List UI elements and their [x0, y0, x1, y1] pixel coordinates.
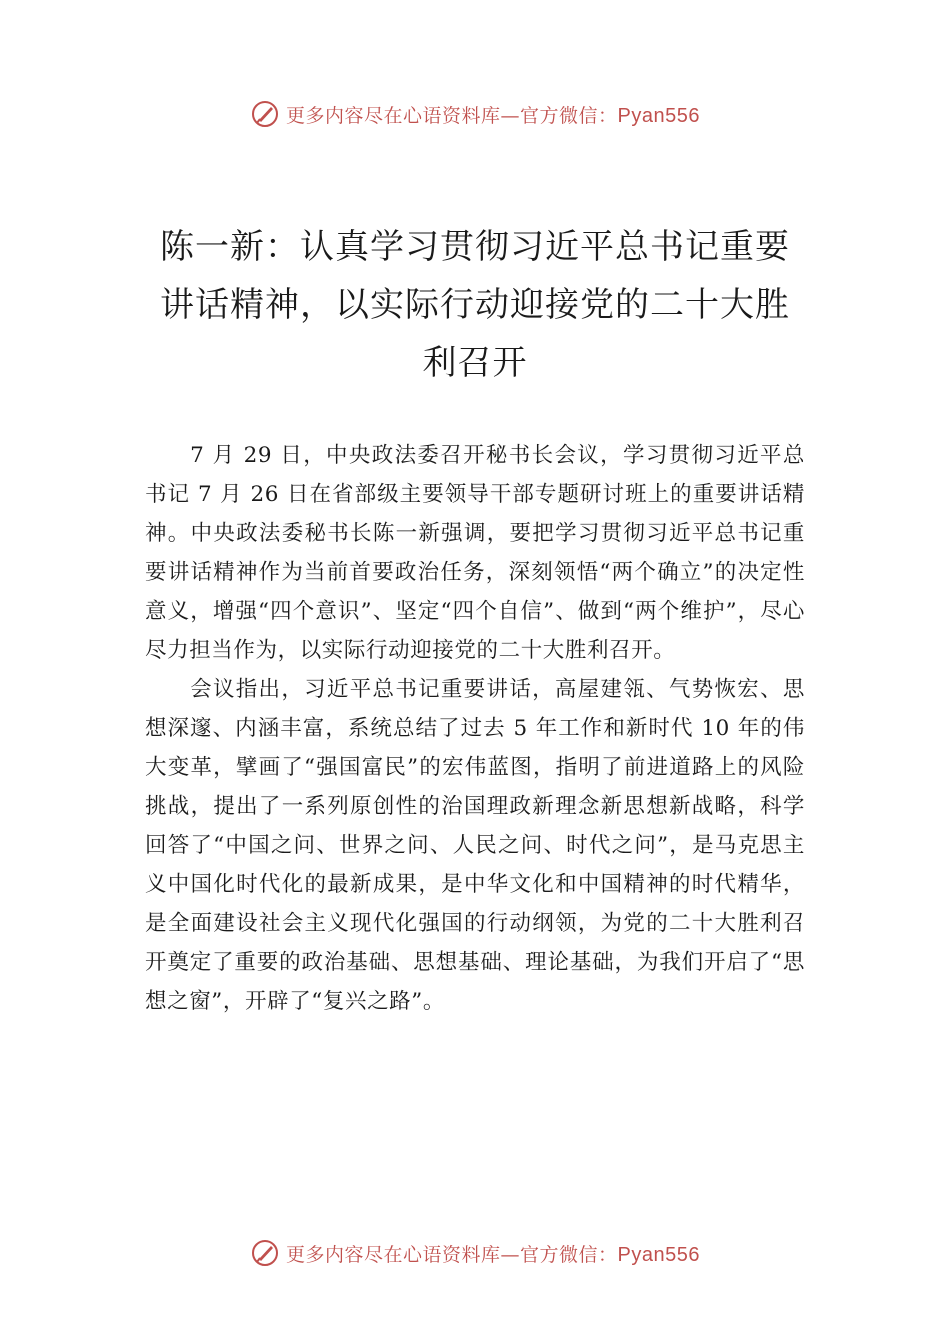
header-banner-text [286, 101, 700, 128]
footer-banner-text [286, 1240, 700, 1267]
document-title: 陈一新：认真学习贯彻习近平总书记重要讲话精神，以实际行动迎接党的二十大胜利召开 [160, 227, 790, 383]
paragraph: 7 月 29 日，中央政法委召开秘书长会议，学习贯彻习近平总书记 7 月 26 日在省部级主要领导干部专题研讨班上的重要讲话精神。中央政法委秘书长陈一新强调，要把学习贯彻习近平总书记重要讲话精神作为当前首要政治任务，深刻领悟“两个确立”的决定性意义，增强“四个意识”、坚定“四个自信”、做到“两个维护”，尽心尽力担当作为，以实际行动迎接党的二十大胜利召开。 [145, 443, 805, 663]
paragraph: 会议指出，习近平总书记重要讲话，高屋建瓴、气势恢宏、思想深邃、内涵丰富，系统总结了过去 5 年工作和新时代 10 年的伟大变革，擘画了“强国富民”的宏伟蓝图，指明了前进道路上的风险挑战，提出了一系列原创性的治国理政新理念新思想新战略，科学回答了“中国之问、世界之问、人民之问、时代之问”，是马克思主义中国化时代化的最新成果，是中华文化和中国精神的时代精华，是全面建设社会主义现代化强国的行动纲领，为党的二十大胜利召开奠定了重要的政治基础、思想基础、理论基础，为我们开启了“思想之窗”，开辟了“复兴之路”。 [145, 677, 805, 1014]
footer-banner [0, 1233, 950, 1273]
footer-wechat-id: Pyan556 [617, 1243, 700, 1266]
quill-logo-icon [250, 99, 280, 129]
header-wechat-id: Pyan556 [617, 104, 700, 127]
document-body [145, 436, 805, 1021]
footer-site-text: 更多内容尽在心语资料库—官方微信： [286, 1243, 618, 1266]
header-site-text: 更多内容尽在心语资料库—官方微信： [286, 104, 618, 127]
quill-logo-icon [250, 1238, 280, 1268]
header-banner [0, 94, 950, 134]
